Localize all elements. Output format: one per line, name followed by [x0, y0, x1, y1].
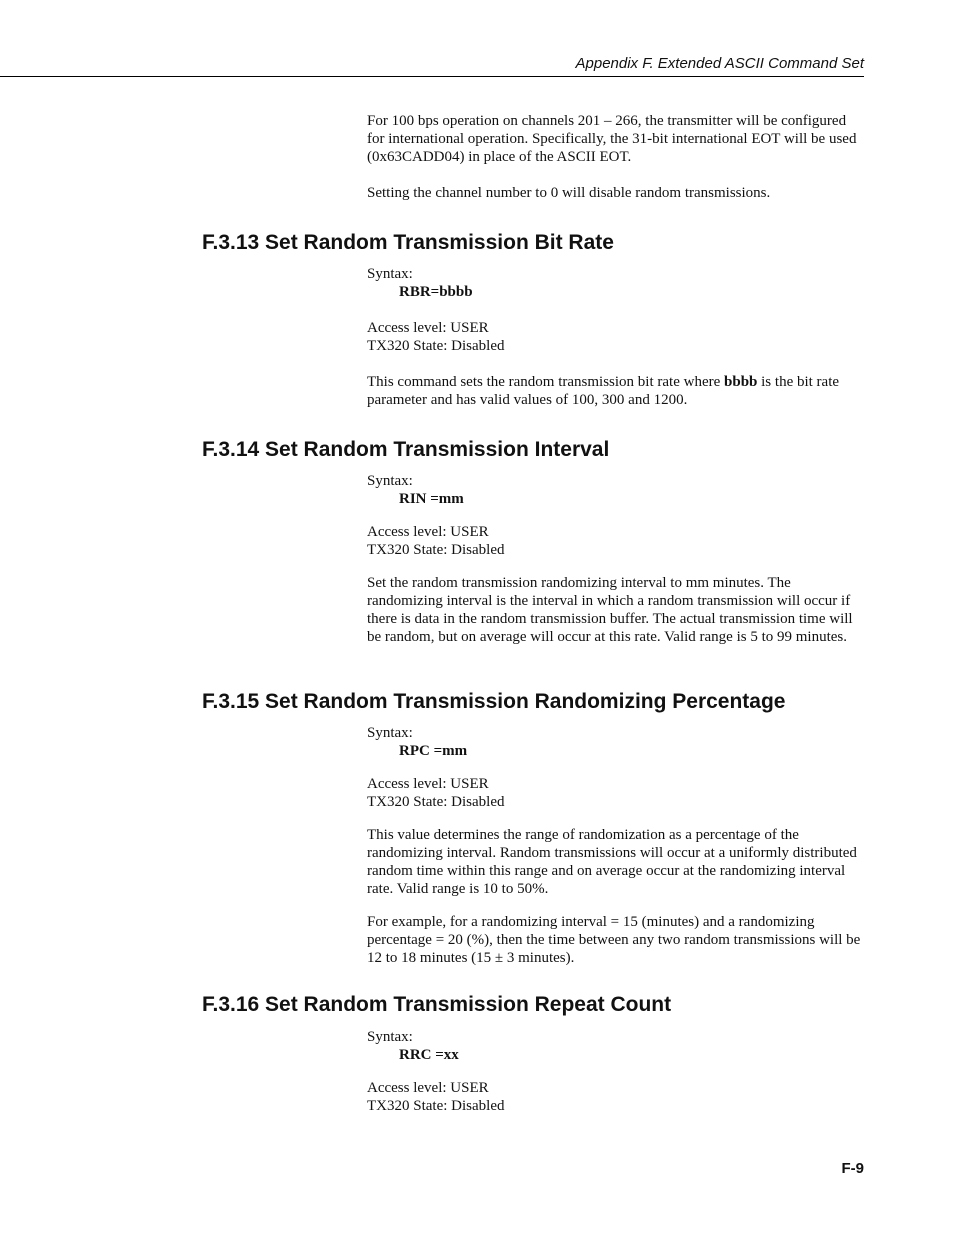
tx-state: TX320 State: Disabled	[367, 1098, 505, 1114]
command-syntax: RIN =mm	[399, 491, 464, 507]
header-title: Appendix F. Extended ASCII Command Set	[575, 55, 864, 72]
section-heading-f316: F.3.16 Set Random Transmission Repeat Count	[202, 993, 672, 1016]
intro-paragraph-1: For 100 bps operation on channels 201 – 266, the transmitter will be configured for international operation. Specifically, the 31-bit international EOT will be used (0x63CADD04) in place of the ASCII EOT.	[367, 113, 857, 165]
example-paragraph: For example, for a randomizing interval = 15 (minutes) and a randomizing percentage = 20 (%), then the time between any two random transmissions will be 12 to 18 minutes (15 ± 3 minutes).	[367, 914, 861, 966]
section-body-f314	[367, 472, 867, 646]
section-body-f313	[367, 265, 867, 409]
parameter-name: bbbb	[724, 374, 758, 390]
syntax-label: Syntax:	[367, 266, 413, 282]
section-heading-f315: F.3.15 Set Random Transmission Randomizing Percentage	[202, 690, 786, 713]
syntax-label: Syntax:	[367, 725, 413, 741]
access-level: Access level: USER	[367, 524, 489, 540]
command-syntax: RBR=bbbb	[399, 284, 473, 300]
intro-block	[367, 112, 867, 202]
description: Set the random transmission randomizing interval to mm minutes. The randomizing interval is the interval in which a random transmission will occur if there is data in the random transmission buffer. The actual transmission time will be random, but on average will occur at this rate. Valid range is 5 to 99 minutes.	[367, 575, 853, 645]
intro-paragraph-2: Setting the channel number to 0 will disable random transmissions.	[367, 185, 771, 201]
tx-state: TX320 State: Disabled	[367, 542, 505, 558]
tx-state: TX320 State: Disabled	[367, 338, 505, 354]
command-syntax: RPC =mm	[399, 743, 468, 759]
syntax-label: Syntax:	[367, 473, 413, 489]
command-syntax: RRC =xx	[399, 1047, 459, 1063]
tx-state: TX320 State: Disabled	[367, 794, 505, 810]
section-body-f315	[367, 724, 867, 967]
section-heading-f313: F.3.13 Set Random Transmission Bit Rate	[202, 231, 614, 254]
section-body-f316	[367, 1028, 867, 1115]
page-number: F-9	[841, 1160, 864, 1177]
access-level: Access level: USER	[367, 776, 489, 792]
access-level: Access level: USER	[367, 1080, 489, 1096]
description: This value determines the range of randomization as a percentage of the randomizing interval. Random transmissions will occur at a uniformly distributed random time within this range and on average occur at the randomizing interval rate. Valid range is 10 to 50%.	[367, 827, 857, 897]
page-header	[0, 54, 864, 77]
access-level: Access level: USER	[367, 320, 489, 336]
syntax-label: Syntax:	[367, 1029, 413, 1045]
description: This command sets the random transmission bit rate where bbbb is the bit rate parameter and has valid values of 100, 300 and 1200.	[367, 374, 840, 408]
section-heading-f314: F.3.14 Set Random Transmission Interval	[202, 438, 610, 461]
